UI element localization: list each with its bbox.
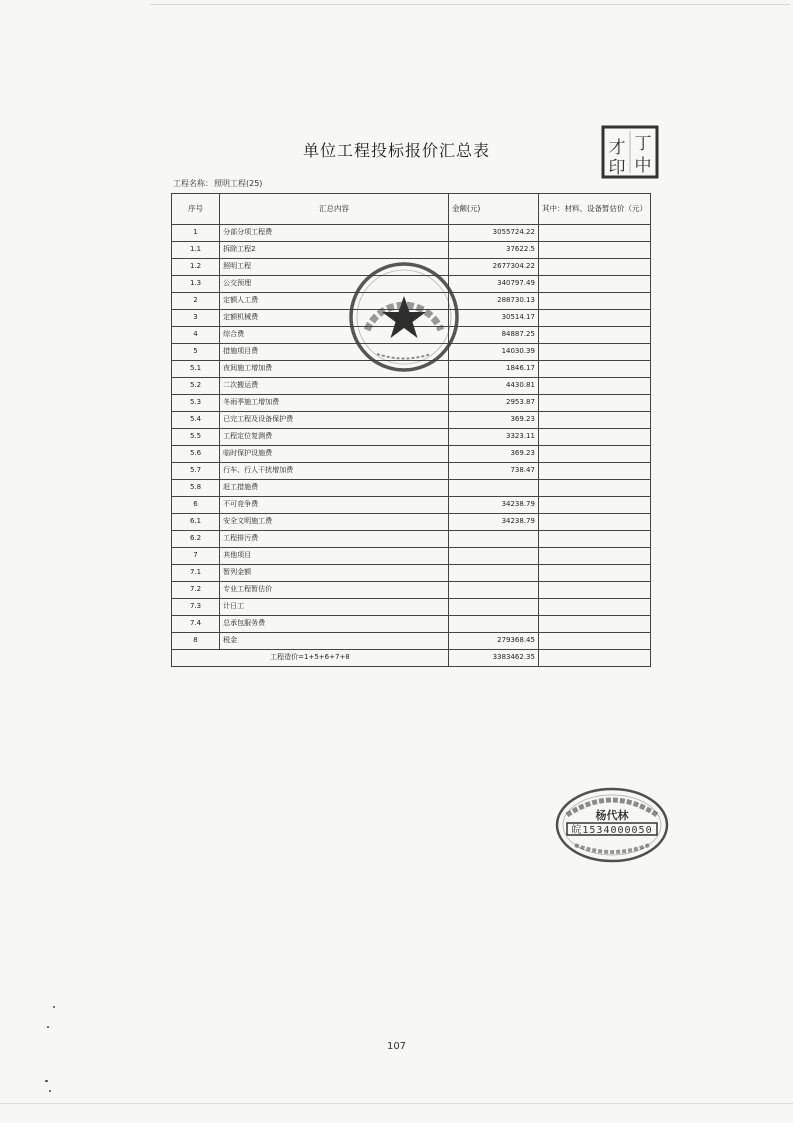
row-content: 工程定位复测费 (220, 429, 449, 446)
row-content: 行车、行人干扰增加费 (220, 463, 449, 480)
row-amount: 34238.79 (448, 514, 538, 531)
scan-edge-top (150, 4, 790, 5)
row-amount: 3323.11 (448, 429, 538, 446)
row-amount: 30514.17 (448, 310, 538, 327)
svg-text:才: 才 (608, 138, 626, 158)
row-amount: 37622.5 (448, 242, 538, 259)
row-amount: 738.47 (448, 463, 538, 480)
row-content: 定额机械费 (220, 310, 449, 327)
table-row (172, 497, 651, 514)
row-material (538, 548, 650, 565)
table-row (172, 548, 651, 565)
row-no: 7.1 (172, 565, 220, 582)
row-material (538, 582, 650, 599)
table-row (172, 514, 651, 531)
total-label: 工程造价=1+5+6+7+8 (172, 650, 449, 667)
svg-text:印: 印 (608, 158, 626, 178)
row-content: 临时保护设施费 (220, 446, 449, 463)
row-amount: 1846.17 (448, 361, 538, 378)
row-content: 已完工程及设备保护费 (220, 412, 449, 429)
scan-speck (49, 1090, 51, 1092)
row-content: 措施项目费 (220, 344, 449, 361)
row-material (538, 480, 650, 497)
row-content: 综合费 (220, 327, 449, 344)
row-material (538, 514, 650, 531)
row-content: 拆除工程2 (220, 242, 449, 259)
row-amount (448, 480, 538, 497)
row-material (538, 242, 650, 259)
registration-seal (553, 785, 671, 865)
page-number: 107 (386, 1041, 407, 1052)
row-content: 公交预埋 (220, 276, 449, 293)
table-row (172, 378, 651, 395)
row-material (538, 616, 650, 633)
row-amount: 288730.13 (448, 293, 538, 310)
project-name-value: 照明工程(25) (214, 179, 263, 188)
row-amount: 340797.49 (448, 276, 538, 293)
row-no: 7.2 (172, 582, 220, 599)
row-no: 5.8 (172, 480, 220, 497)
header-material: 其中：材料、设备暂估价（元） (538, 194, 650, 225)
row-material (538, 446, 650, 463)
row-content: 冬雨季施工增加费 (220, 395, 449, 412)
row-no: 7 (172, 548, 220, 565)
table-row (172, 565, 651, 582)
project-name-line (173, 178, 262, 189)
row-amount: 2953.87 (448, 395, 538, 412)
table-row (172, 395, 651, 412)
row-content: 夜间施工增加费 (220, 361, 449, 378)
header-content: 汇总内容 (220, 194, 449, 225)
corner-name-seal (601, 125, 659, 179)
row-no: 1 (172, 225, 220, 242)
row-material (538, 531, 650, 548)
row-content: 税金 (220, 633, 449, 650)
row-content: 不可竞争费 (220, 497, 449, 514)
table-row (172, 480, 651, 497)
row-no: 5.3 (172, 395, 220, 412)
scan-speck (53, 1006, 55, 1008)
scan-speck (47, 1026, 49, 1028)
row-material (538, 633, 650, 650)
row-no: 8 (172, 633, 220, 650)
row-content: 总承包服务费 (220, 616, 449, 633)
row-material (538, 429, 650, 446)
svg-text:中: 中 (634, 156, 652, 176)
row-amount (448, 616, 538, 633)
row-no: 4 (172, 327, 220, 344)
row-amount: 3055724.22 (448, 225, 538, 242)
row-no: 1.3 (172, 276, 220, 293)
row-content: 专业工程暂估价 (220, 582, 449, 599)
row-amount: 369.23 (448, 446, 538, 463)
row-amount: 369.23 (448, 412, 538, 429)
row-content: 其他项目 (220, 548, 449, 565)
svg-text:丁: 丁 (634, 134, 652, 154)
row-no: 5.5 (172, 429, 220, 446)
row-content: 暂列金额 (220, 565, 449, 582)
row-amount: 4430.81 (448, 378, 538, 395)
row-no: 6.2 (172, 531, 220, 548)
table-row (172, 446, 651, 463)
table-row (172, 429, 651, 446)
document-title: 单位工程投标报价汇总表 (302, 141, 490, 160)
row-no: 5.2 (172, 378, 220, 395)
row-material (538, 310, 650, 327)
row-amount: 84887.25 (448, 327, 538, 344)
row-content: 照明工程 (220, 259, 449, 276)
row-material (538, 344, 650, 361)
row-content: 赶工措施费 (220, 480, 449, 497)
table-header-row (172, 194, 651, 225)
header-amount: 金额(元) (448, 194, 538, 225)
header-no: 序号 (172, 194, 220, 225)
row-material (538, 276, 650, 293)
scan-edge-bottom (0, 1103, 793, 1104)
row-no: 6.1 (172, 514, 220, 531)
scan-speck (45, 1080, 48, 1082)
row-no: 3 (172, 310, 220, 327)
row-amount (448, 582, 538, 599)
row-material (538, 378, 650, 395)
row-material (538, 412, 650, 429)
row-no: 5.6 (172, 446, 220, 463)
total-row (172, 650, 651, 667)
row-amount (448, 531, 538, 548)
row-amount (448, 599, 538, 616)
row-no: 6 (172, 497, 220, 514)
total-amount: 3383462.35 (448, 650, 538, 667)
row-no: 2 (172, 293, 220, 310)
row-content: 二次搬运费 (220, 378, 449, 395)
project-name-label: 工程名称： (173, 179, 213, 188)
row-no: 5 (172, 344, 220, 361)
svg-text:杨代林: 杨代林 (595, 809, 629, 822)
row-material (538, 293, 650, 310)
row-amount (448, 565, 538, 582)
table-row (172, 242, 651, 259)
row-material (538, 259, 650, 276)
row-no: 7.4 (172, 616, 220, 633)
table-row (172, 531, 651, 548)
row-amount (448, 548, 538, 565)
table-row (172, 225, 651, 242)
table-row (172, 412, 651, 429)
row-no: 5.1 (172, 361, 220, 378)
table-row (172, 582, 651, 599)
table-row (172, 463, 651, 480)
row-amount: 14030.39 (448, 344, 538, 361)
row-material (538, 497, 650, 514)
row-no: 5.4 (172, 412, 220, 429)
row-material (538, 395, 650, 412)
row-content: 定额人工费 (220, 293, 449, 310)
table-row (172, 599, 651, 616)
row-amount: 279368.45 (448, 633, 538, 650)
row-amount: 2677304.22 (448, 259, 538, 276)
table-row (172, 633, 651, 650)
row-no: 5.7 (172, 463, 220, 480)
table-row (172, 616, 651, 633)
row-amount: 34238.79 (448, 497, 538, 514)
row-content: 工程排污费 (220, 531, 449, 548)
row-no: 7.3 (172, 599, 220, 616)
row-material (538, 361, 650, 378)
row-material (538, 327, 650, 344)
row-content: 计日工 (220, 599, 449, 616)
row-material (538, 463, 650, 480)
total-material (538, 650, 650, 667)
row-no: 1.1 (172, 242, 220, 259)
row-content: 安全文明施工费 (220, 514, 449, 531)
row-material (538, 225, 650, 242)
company-round-seal (347, 260, 461, 374)
svg-text:皖1534000050: 皖1534000050 (571, 825, 653, 836)
row-material (538, 565, 650, 582)
row-material (538, 599, 650, 616)
row-content: 分部分项工程费 (220, 225, 449, 242)
row-no: 1.2 (172, 259, 220, 276)
